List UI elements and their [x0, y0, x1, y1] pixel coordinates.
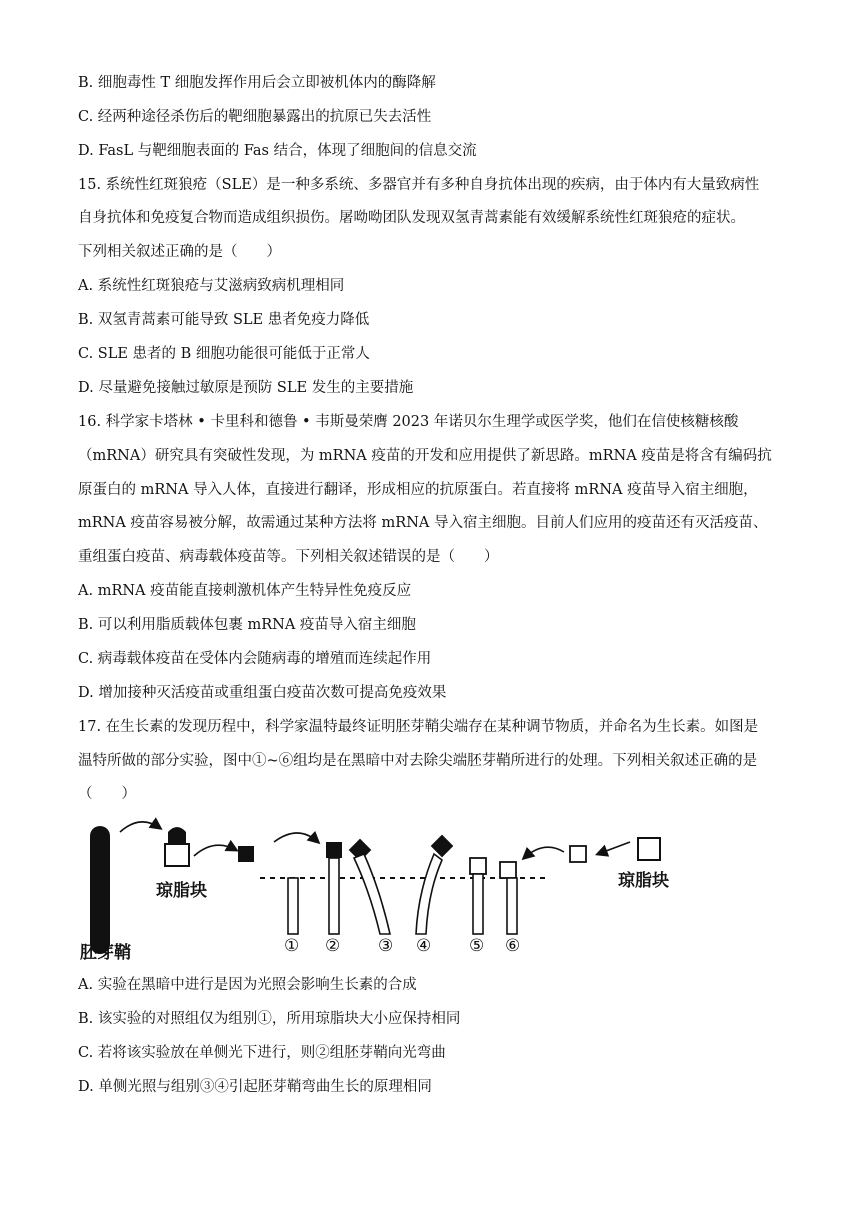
q15-stem-line-1: 15. 系统性红斑狼疮（SLE）是一种多系统、多器官并有多种自身抗体出现的疾病，由于体内有大量致病性 [78, 177, 760, 193]
arrow-4 [524, 847, 564, 858]
q17-option-c: C. 若将该实验放在单侧光下进行，则②组胚芽鞘向光弯曲 [78, 1045, 446, 1061]
q16-option-c: C. 病毒载体疫苗在受体内会随病毒的增殖而连续起作用 [78, 651, 432, 667]
q15-stem-line-2: 自身抗体和免疫复合物而造成组织损伤。屠呦呦团队发现双氢青蒿素能有效缓解系统性红斑狼疮的症状。 [78, 210, 745, 226]
group-label-5: ⑤ [469, 936, 485, 956]
q14-option-d: D. FasL 与靶细胞表面的 Fas 结合，体现了细胞间的信息交流 [78, 143, 477, 159]
q17-stem-line-2: 温特所做的部分实验，图中①~⑥组均是在黑暗中对去除尖端胚芽鞘所进行的处理。下列相关叙述正确的是 [78, 753, 758, 769]
q16-stem-line-1: 16. 科学家卡塔林 • 卡里科和德鲁 • 韦斯曼荣膺 2023 年诺贝尔生理学或医学奖，他们在信使核糖核酸 [78, 414, 739, 430]
went-experiment-figure [78, 812, 718, 962]
agar-block-right [638, 838, 660, 860]
group-3-coleoptile [354, 854, 390, 934]
arrow-2 [194, 845, 236, 856]
q16-stem-line-5: 重组蛋白疫苗、病毒载体疫苗等。下列相关叙述错误的是（ ） [78, 549, 499, 565]
arrow-5 [598, 842, 630, 854]
treated-agar-block [238, 846, 254, 862]
q15-option-b: B. 双氢青蒿素可能导致 SLE 患者免疫力降低 [78, 312, 370, 328]
agar-label-left: 琼脂块 [156, 881, 207, 901]
q16-option-d: D. 增加接种灭活疫苗或重组蛋白疫苗次数可提高免疫效果 [78, 685, 447, 701]
group-5-block [470, 858, 486, 874]
group-2-coleoptile [329, 858, 339, 934]
q17-stem-line-3: （ ） [78, 786, 136, 802]
coleoptile-label: 胚芽鞘 [80, 943, 131, 963]
q16-stem-line-2: （mRNA）研究具有突破性发现，为 mRNA 疫苗的开发和应用提供了新思路。mRNA 疫苗是将含有编码抗 [78, 448, 772, 464]
group-label-6: ⑥ [505, 936, 521, 956]
agar-block-left [165, 844, 189, 866]
arrow-1 [120, 822, 160, 832]
group-label-3: ③ [378, 936, 394, 956]
q16-option-a: A. mRNA 疫苗能直接刺激机体产生特异性免疫反应 [78, 583, 412, 599]
agar-label-right: 琼脂块 [618, 871, 669, 891]
q17-option-d: D. 单侧光照与组别③④引起胚芽鞘弯曲生长的原理相同 [78, 1079, 432, 1095]
group-label-2: ② [325, 936, 341, 956]
q17-option-a: A. 实验在黑暗中进行是因为光照会影响生长素的合成 [78, 977, 417, 993]
q17-stem-line-1: 17. 在生长素的发现历程中，科学家温特最终证明胚芽鞘尖端存在某种调节物质，并命名为生长素。如图是 [78, 719, 759, 735]
group-6-coleoptile [507, 878, 517, 934]
q15-option-d: D. 尽量避免接触过敏原是预防 SLE 发生的主要措施 [78, 380, 414, 396]
group-6-block [500, 862, 516, 878]
cut-tip-shape [168, 827, 186, 844]
q16-stem-line-4: mRNA 疫苗容易被分解，故需通过某种方法将 mRNA 导入宿主细胞。目前人们应用的疫苗还有灭活疫苗、 [78, 515, 768, 531]
q15-stem-line-3: 下列相关叙述正确的是（ ） [78, 244, 281, 260]
q15-option-a: A. 系统性红斑狼疮与艾滋病致病机理相同 [78, 278, 345, 294]
group-5-coleoptile [473, 874, 483, 934]
q15-option-c: C. SLE 患者的 B 细胞功能很可能低于正常人 [78, 346, 370, 362]
q17-option-b: B. 该实验的对照组仅为组别①，所用琼脂块大小应保持相同 [78, 1011, 461, 1027]
group-2-block [326, 842, 342, 858]
group-1-coleoptile [288, 878, 298, 934]
arrow-3 [274, 833, 318, 842]
group-label-1: ① [284, 936, 300, 956]
q16-option-b: B. 可以利用脂质载体包裹 mRNA 疫苗导入宿主细胞 [78, 617, 416, 633]
q14-option-b: B. 细胞毒性 T 细胞发挥作用后会立即被机体内的酶降解 [78, 75, 436, 91]
group-4-coleoptile [416, 854, 442, 934]
q16-stem-line-3: 原蛋白的 mRNA 导入人体，直接进行翻译，形成相应的抗原蛋白。若直接将 mRNA 疫苗导入宿主细胞， [78, 482, 758, 498]
q14-option-c: C. 经两种途径杀伤后的靶细胞暴露出的抗原已失去活性 [78, 109, 432, 125]
coleoptile-shape [90, 826, 110, 954]
blank-agar-small [570, 846, 586, 862]
group-label-4: ④ [416, 936, 432, 956]
